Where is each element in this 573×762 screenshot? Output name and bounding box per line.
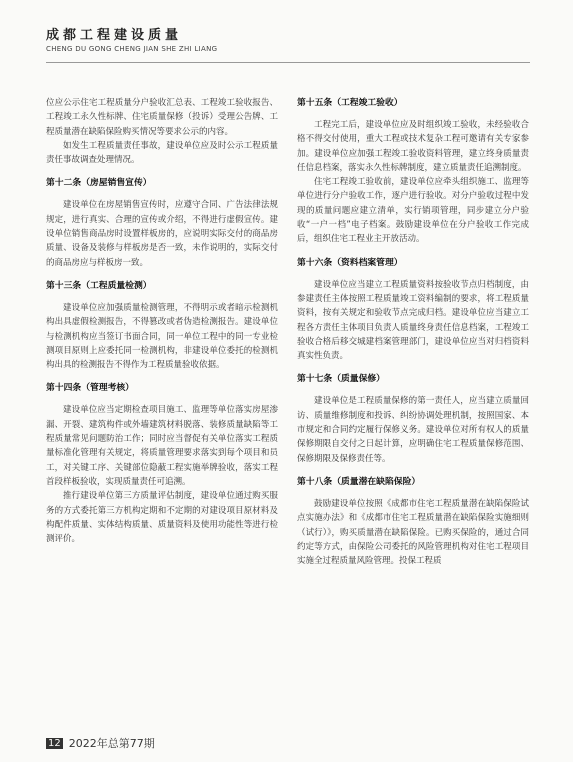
paragraph: 建设单位是工程质量保修的第一责任人，应当建立质量回访、质量维修制度和投诉、纠纷协调处理机制，按照国家、本市规定和合同约定履行保修义务。建设单位对所有权人的质量保修期限自交付之日起计算，应明确住宅工程质量保修范围、保修期限及保修责任等。 xyxy=(297,396,529,464)
header-divider xyxy=(46,62,530,63)
paragraph: 建设单位在房屋销售宣传时，应遵守合同、广告法律法规规定，进行真实、合理的宣传或介绍，不得进行虚假宣传。建设单位销售商品房时设置样板房的，应说明实际交付的商品房质量、设备及装修与样板房是否一致，未作说明的，实际交付的商品房应与样板房一致。 xyxy=(46,200,278,268)
left-column xyxy=(46,96,278,546)
paragraph: 建设单位应当建立工程质量资料按验收节点归档制度，由参建责任主体按照工程质量竣工资料编制的要求，将工程质量资料，按有关规定和验收节点完成归档。建设单位应当建立工程各方责任主体项目负责人质量终身责任信息档案，工程竣工验收合格后移交城建档案管理部门，建设单位应当对归档资料真实性负责。 xyxy=(297,279,529,362)
paragraph: 鼓励建设单位按照《成都市住宅工程质量潜在缺陷保险试点实施办法》和《成都市住宅工程质量潜在缺陷保险实施细则（试行）》，购买质量潜在缺陷保险。已购买保险的，通过合同约定等方式，由保险公司委托的风险管理机构对住宅工程项目实施全过程质量风险管理。投保工程质 xyxy=(297,498,529,567)
paragraph: 建设单位应加强质量检测管理，不得明示或者暗示检测机构出具虚假检测报告，不得篡改或者伪造检测报告。建设单位与检测机构应当签订书面合同，同一单位工程中的同一专业检测项目原则上应委托同一检测机构，非建设单位委托的检测机构出具的检测报告不得作为工程质量验收依据。 xyxy=(46,302,278,371)
section-heading: 第十五条（工程竣工验收） xyxy=(297,98,403,108)
page-footer xyxy=(46,735,155,751)
right-column xyxy=(297,96,529,568)
journal-title: 成都工程建设质量 xyxy=(46,28,183,43)
section-heading: 第十四条（管理考核） xyxy=(46,383,134,394)
issue-label: 2022年总第77期 xyxy=(68,737,155,750)
paragraph: 住宅工程竣工验收前，建设单位应牵头组织施工、监理等单位进行分户验收工作，逐户进行验收。对分户验收过程中发现的质量问题应建立清单，实行销项管理，同步建立分户验收“一户一档”电子档案。鼓励建设单位在分户验收工作完成后，组织住宅工程业主开放活动。 xyxy=(297,177,529,245)
section-heading: 第十二条（房屋销售宣传） xyxy=(46,178,152,189)
page-number: 12 xyxy=(48,737,61,749)
paragraph: 位应公示住宅工程质量分户验收汇总表、工程竣工验收报告、工程竣工永久性标牌、住宅质量保修（投诉）受理公告牌、工程质量潜在缺陷保险购买情况等要求公示的内容。 xyxy=(46,98,278,137)
section-heading: 第十七条（质量保修） xyxy=(297,374,385,385)
section-heading: 第十八条（质量潜在缺陷保险） xyxy=(297,476,421,487)
paragraph: 建设单位应当定期检查项目施工、监理等单位落实房屋渗漏、开裂、建筑构件或外墙建筑材料脱落、装修质量缺陷等工程质量常见问题防治工作；同时应当督促有关单位落实工程质量标准化管理有关规定，将质量管理要求落实到每个项目和员工，对关键工序、关键部位隐蔽工程实施举牌验收，落实工程首段样板验收，实现质量责任可追溯。 xyxy=(46,405,278,487)
section-heading: 第十六条（资料档案管理） xyxy=(297,257,403,268)
paragraph: 如发生工程质量责任事故，建设单位应及时公示工程质量责任事故调查处理情况。 xyxy=(46,140,278,166)
journal-subtitle: CHENG DU GONG CHENG JIAN SHE ZHI LIANG xyxy=(46,45,218,53)
paragraph: 工程完工后，建设单位应及时组织竣工验收，未经验收合格不得交付使用，重大工程或技术复杂工程可邀请有关专家参加。建设单位应加强工程竣工验收资料管理，建立终身质量责任信息档案，落实永久性标牌制度，建立质量责任追溯制度。 xyxy=(297,120,529,173)
paragraph: 推行建设单位第三方质量评估制度，建设单位通过购买服务的方式委托第三方机构定期和不定期的对建设项目原材料及构配件质量、实体结构质量、质量资料及使用功能性等进行检测评价。 xyxy=(46,491,278,545)
page-header xyxy=(46,24,536,53)
section-heading: 第十三条（工程质量检测） xyxy=(46,280,152,291)
